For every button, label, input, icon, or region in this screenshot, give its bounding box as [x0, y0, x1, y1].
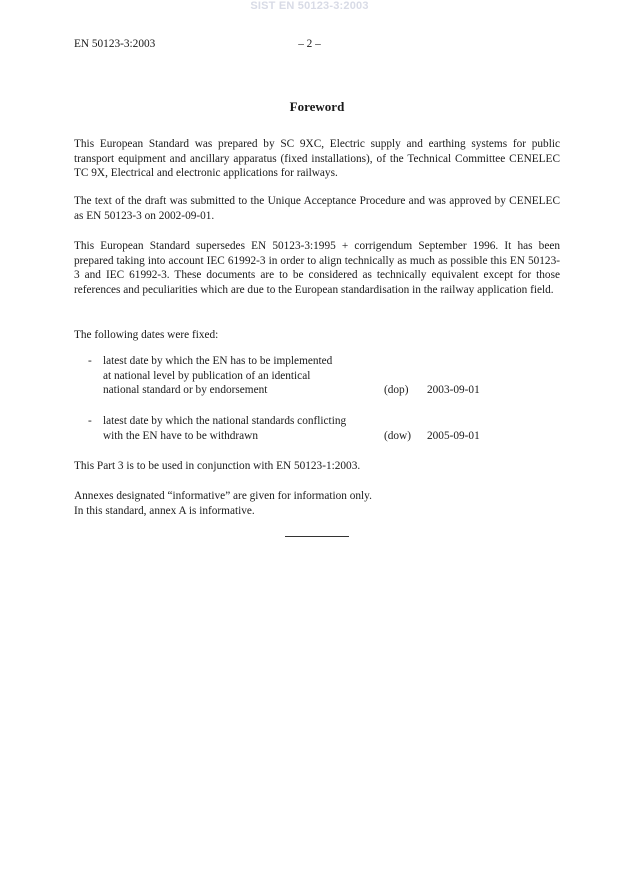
watermark: SIST EN 50123-3:2003: [250, 0, 369, 12]
description-line: at national level by publication of an identical: [103, 369, 311, 382]
date-item-description: [103, 354, 383, 398]
paragraph-supersedes: This European Standard supersedes EN 50123-3:1995 + corrigendum September 1996. It has been prepared taking into account IEC 61992-3 in order to align technically as much as possible this EN 50123-3 and IEC 61992-3. These documents are to be considered as technically equivalent except for those references and peculiarities which are due to the European standardisation in the railway application field.: [74, 240, 560, 296]
date-item-description: [103, 414, 383, 443]
date-abbreviation: (dow): [384, 430, 411, 442]
paragraph-conjunction: This Part 3 is to be used in conjunction with EN 50123-1:2003.: [74, 460, 361, 472]
description-line: national standard or by endorsement: [103, 384, 268, 397]
paragraph-annex-a: In this standard, annex A is informative.: [74, 505, 255, 517]
page-title: Foreword: [289, 99, 345, 114]
date-value: 2005-09-01: [427, 430, 480, 442]
paragraph-preparation: This European Standard was prepared by SC 9XC, Electric supply and earthing systems for public transport equipment and ancillary apparatus (fixed installations), of the Technical Committee CENELEC TC 9X, Electrical and electronic applications for railways.: [74, 138, 560, 180]
date-item-dop: [88, 354, 508, 398]
description-line: latest date by which the EN has to be implemented: [103, 355, 333, 367]
date-abbreviation: (dop): [384, 384, 409, 396]
list-bullet: -: [88, 415, 92, 427]
header-document-id: EN 50123-3:2003: [74, 38, 156, 50]
description-line: with the EN have to be withdrawn: [103, 429, 258, 442]
date-value: 2003-09-01: [427, 384, 480, 396]
list-bullet: -: [88, 355, 92, 367]
end-rule: [285, 536, 349, 537]
paragraph-approval: The text of the draft was submitted to the Unique Acceptance Procedure and was approved by CENELEC as EN 50123-3 on 2002-09-01.: [74, 195, 560, 222]
paragraph-dates-intro: The following dates were fixed:: [74, 329, 219, 341]
paragraph-annexes: Annexes designated “informative” are given for information only.: [74, 490, 372, 502]
description-line: latest date by which the national standards conflicting: [103, 415, 347, 427]
header-page-number: – 2 –: [298, 38, 321, 50]
date-item-dow: [88, 414, 508, 444]
